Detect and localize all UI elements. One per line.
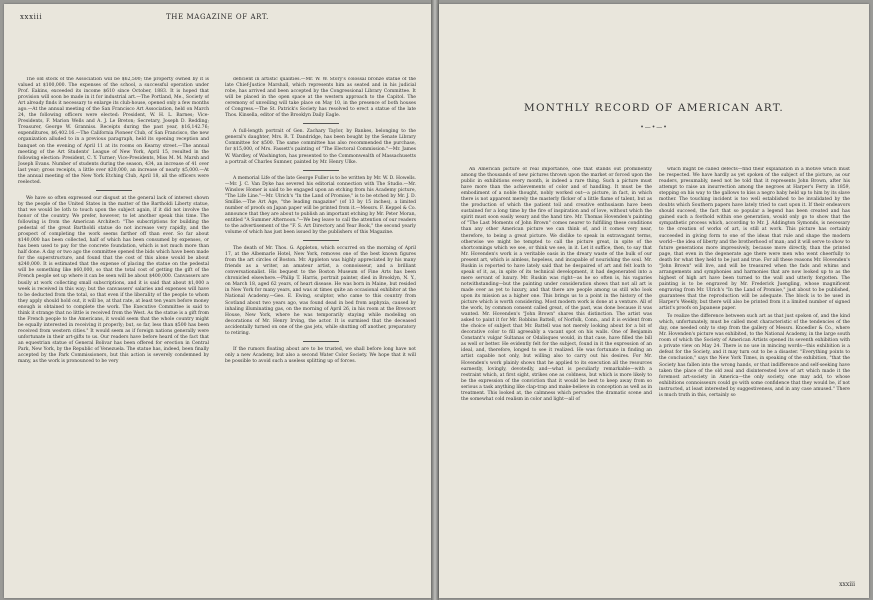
section-rule [303, 240, 339, 241]
section-rule [303, 341, 339, 342]
section-rule [96, 190, 132, 191]
paragraph: A memorial Life of the late George Fuller is to be written by Mr. W. D. Howells.—Mr. J. C. Van Dyke has severed his editorial connection with The Studio.—Mr. Winslow Homer is said to be engaged upon an etching from his Academy picture, "The Life Line."—Mr. Ulrich's "In the Land of Promise," is to be etched by Mr. J. D. Smillie.—The Art Age, "the leading magazine" (of 13 by 15 inches), a limited number of proofs on Japan paper will be printed from it.—Messrs. F. Keppel & Co. announce that they are about to publish an important etching by Mr. Peter Moran, entitled "A Summer Afternoon."—We beg leave to call the attention of our readers to the advertisement of the "F. S. Art Directory and Year Book," the second yearly volume of which has just been issued by the publishers of this Magazine. [225, 175, 416, 236]
paragraph: If the rumors floating about are to be trusted, we shall before long have not only a new Academy, but also a second Water Color Society. We hope that it will be possible to avoid such a useless splitting up of forces. [225, 346, 416, 364]
running-title: THE MAGAZINE OF ART. [166, 13, 269, 21]
section-rule [303, 170, 339, 171]
right-column-2 [659, 167, 850, 587]
paragraph: deficient in artistic qualities.—Mr. W. W. Story's colossal bronze statue of the late Chief-Justice Marshall, which represents him as seated and in his judicial robe, has arrived and been accepted by the Congressional Library Committee. It will be placed in the open space at the western approach to the Capitol. The ceremony of unveiling will take place on May 10, in the presence of both houses of Congress.—The St. Patrick's Society has resolved to erect a statue of the late Thos. Kinsella, editor of the Brooklyn Daily Eagle. [225, 77, 416, 119]
left-column-2 [225, 77, 416, 587]
paragraph: which might be called defects—find their explanation in a motive which must be respected. We have hardly as yet spoken of the subject of the picture, as our readers, presumably, need not be told that it represents John Brown, after his attempt to raise an insurrection among the negroes at Harper's Ferry in 1859, stepping on his way to the gallows to kiss a negro baby held up to him by its slave mother. The touching incident is too well established to be invalidated by the doubts which Southern papers have lately tried to cast upon it. If their endeavors should succeed, the fact that so popular a legend has been created and has gained such a foothold within one generation, would only go to show that the sympathetic process which, according to Mr. J. Addington Symonds, is necessary to the creation of works of art, is still at work. This picture has certainly succeeded in giving form to one of the ideas that rule and shape the modern world—the idea of liberty and the brotherhood of man; and it will serve to show to future generations more impressively, because more directly, than the printed page, that even in the degenerate age there were men who went cheerfully to death for what they held to be just and true. For all these reasons Mr. Hovenden's "John Brown" will live, and will be treasured when the fads and whims and arrangements and symphonies and harmonies that are now looked up to as the highest of high art have been turned to the wall and utterly forgotten. The painting is to be engraved by Mr. Frederick Juengling, whose magnificent engraving from Mr. Ulrich's "In the Land of Promise," just about to be published, guarantees that the reproduction will be adequate. The block is to be used in Harper's Weekly, but there will also be printed from it a limited number of signed artist's proofs on Japanese paper. [659, 167, 850, 312]
section-title: MONTHLY RECORD OF AMERICAN ART. [524, 102, 784, 114]
running-header [20, 13, 415, 25]
folio-number: xxxiii [839, 581, 855, 588]
left-page [4, 4, 431, 598]
paragraph: To realize the difference between such art as that just spoken of, and the kind which, unfortunately, must be called most characteristic of the tendencies of the day, one needed only to step from the gallery of Messrs. Knoedler & Co., where Mr. Hovenden's picture was exhibited, to the National Academy, in the large south room of which the Society of American Artists opened its seventh exhibition with a private view on May 24. There is no use in mincing words—this exhibition is a defeat for the Society, and it may turn out to be a disaster. "Everything points to the conclusion," says the New York Times, in speaking of the exhibition, "that the Society has fallen into the wrong hands, or that indifference and self-seeking have taken the place of the old zeal and disinterested love of art which made it the foremost art-society in America—the only society, one may add, to whose exhibitions connoisseurs could go with some confidence that they would be, if not instructed, at least interested by suggestiveness, and in any case amused." There is much truth in this, certainly so [659, 314, 850, 398]
paragraph: A full-length portrait of Gen. Zachary Taylor, by Bankes, belonging to the general's daughter, Mrs. R. T. Dandridge, has been bought by the Senate Library Committee for $500. The same committee has also recommended the purchase, for $15,000, of Mrs. Fassett's painting of "The Electoral Commission."—Mr. James W. Wardley, of Washington, has presented to the Commonwealth of Massachusetts a portrait of Charles Sumner, painted by Mr. Henry Ulke. [225, 129, 416, 165]
book-gutter [431, 0, 439, 600]
ornament-divider: •—•—• [640, 124, 668, 131]
section-rule [303, 123, 339, 124]
left-column-1 [18, 77, 209, 587]
right-page [439, 4, 869, 598]
page-number: xxxiii [20, 13, 43, 21]
paragraph: We have so often expressed our disgust at the general lack of interest shown by the people of the United States in the matter of the Bartholdi Liberty statue, that we would be loth to touch upon the subject again, if it did not involve the honor of the country. We prefer, however, to let another speak this time. The following is from the American Architect: "The subscriptions for building the pedestal of the great Bartholdi statue do not increase very rapidly, and the prospect of completing the work seems farther off than ever. So far about $140,000 has been collected, half of which has been consumed by expenses, or has been used to pay for the concrete foundation, which is not much more than half done. A day or two ago the committee opened the bids which have been made for the superstructure, and found that the cost of this alone would be about $240,000. It is estimated that the expense of placing the statue on the pedestal will be something like $60,000, so that the total cost of getting the gift of the French people set up where it can be seen will be about $400,000. Canvassers are busily at work collecting small subscriptions, and it is said that about $1,000 a week is received in this way; but the canvassers' salaries and expenses will have to be deducted from the total, so that even if the liberality of the people to whom they apply should hold out, it will be, at that rate, at least ten years before money enough is obtained to complete the work. The Executive Committee is said to think it strange that no little is received from the West. As the statue is a gift from the French people to the Americans, it would seem that the whole country might be equally interested in receiving it properly; but, so far, less than $500 has been received from western cities." It would seem as if foreign nations generally were unfortunate in their art-gifts to us. Our readers have before heard of the fact that an equestrian statue of General Bolivar has been offered for erection in Central Park, New York, by the Republic of Venezuela. The statue has, indeed, been finally accepted by the Park Commissioners, but this action is severely condemned by many, as the work is pronounced to be very [18, 195, 209, 365]
paragraph: The old stock of the Association will be $62,500; the property owned by it is valued at $100,000. The expenses of the school, a successful operation under Prof. Eakins, exceeded its income $610 since October, 1883. It is hoped that provision will soon be made in it for industrial art.—The Portland, Me., Society of Art already finds it necessary to enlarge its club-house, opened only a few months ago.—At the annual meeting of the San Francisco Art Association, held on March 24, the following officers were elected: President, W. H. L. Barnes; Vice-Presidents, F. Marion Wells and A. J. Le Breton; Secretary, Joseph D. Redding; Treasurer, George W. Granniss. Receipts during the past year, $16,142.76; expenditures, $6,402.16.—The California Pioneer Club, of San Francisco, the new organization alluded to in a previous paragraph, held its opening reception and banquet on the evening of April 11 at its rooms on Kearny street.—The annual meeting of the Art Students' League of New York, April 15, resulted in the following election: President, C. Y. Turner; Vice-Presidents, Miss M. M. Marsh and Joseph Evans. Number of students during the season, 434, an increase of 41 over last year; gross receipts, a little over $20,000, an increase of nearly $5,000.—At the annual meeting of the New York Etching Club, April 18, all the officers were reelected. [18, 77, 209, 185]
right-column-1 [461, 167, 652, 587]
paragraph: The death of Mr. Thos. G. Appleton, which occurred on the morning of April 17, at the Albemarle Hotel, New York, removes one of the best known figures from the art circles of Boston. Mr. Appleton was highly appreciated by his many friends as a writer, an amateur artist, a connoisseur, and a brilliant conversationalist. His bequest to the Boston Museum of Fine Arts has been chronicled elsewhere.—Philip T. Harris, portrait painter, died in Brooklyn, N. Y., on March 18, aged 62 years, of heart disease. He was born in Maine, but resided in New York for many years, and was at times quite an occasional exhibitor at the National Academy.—Geo. E. Ewing, sculptor, who came to this country from Scotland about two years ago, was found dead in bed from asphyxia, caused by inhaling illuminating gas, on the morning of April 26, in his room at the Brevoort House, New York, where he was temporarily staying while modeling on decorations of Mr. Henry Irving, the actor. It is surmised that the deceased accidentally turned on one of the gas jets, while shutting off another, preparatory to retiring. [225, 246, 416, 336]
paragraph: An American picture of real importance, one that stands out prominently among the thousands of new pictures thrown upon the market or forced upon the public in exhibitions every month, is indeed a rare thing. Such a picture must have more than the achievements of color and of handling. It must be the embodiment of a noble thought, nobly worked out—a picture, in fact, in which there is not apparent merely the masterly flicker of a little flame of talent, but as the production of which the patient toil and creative enthusiasm have been sustained for a long time by the fire of inspiration and of love, without which the spirit must soon easily weary and the hand tire. Mr. Thomas Hovenden's painting of "The Last Moments of John Brown" comes nearer to fulfilling these conditions than any other American picture we can think of, and it comes very near, therefore, to being a great picture. We dislike to speak in extravagant terms, otherwise we might be tempted to call the picture great, in spite of the shortcomings which we see, or think we see, in it. Let it suffice, then, to say that Mr. Hovenden's work is a veritable oasis in the dreary waste of the bulk of our present art, which is aimless, hopeless, and incapable of nourishing the soul. Mr. Ruskin is reported to have lately said that he despaired of art and felt loath to speak of it, as, in spite of its technical development, it had degenerated into a mere servant of luxury. Mr. Ruskin was right—as he so often is, his vagaries notwithstanding—but the painting under consideration shows that not all art is made over as yet to luxury, and that there are people among us still who look upon its mission as a higher one. This brings us to a point in the history of the picture which is worth considering. Most modern work is done at a venture. All of the work, by common consent called great, of the past, was done because it was wanted. Mr. Hovenden's "John Brown" shares this distinction. The artist was asked to paint it for Mr. Robbins Battell, of Norfolk, Conn., and it is evident from the choice of subject that Mr. Battell was not merely looking about for a bit of decorative color to fill agreeably a vacant spot on his walls. One of Benjamin Constant's vulgar Sultanas or Odalisques would, in that case, have filled the bill as well or better. He evidently felt for the subject, found in it the expression of an ideal, and, therefore, longed to see it realized. He was fortunate in finding an artist capable not only, but willing also to carry out his desires. For Mr. Hovenden's work plainly shows that he applied to its execution all the resources earnestly, lovingly, devotedly, and—what is peculiarly remarkable—with a restraint which, at first sight, strikes one as coldness, but which is more likely to be the expression of the conviction that it would be best to keep away from so serious a task anything like clap-trap and make-believe in conception as well as in treatment. This looked at, the calmness which pervades the dramatic scene and the somewhat cold realism in color and light—all of [461, 167, 652, 402]
